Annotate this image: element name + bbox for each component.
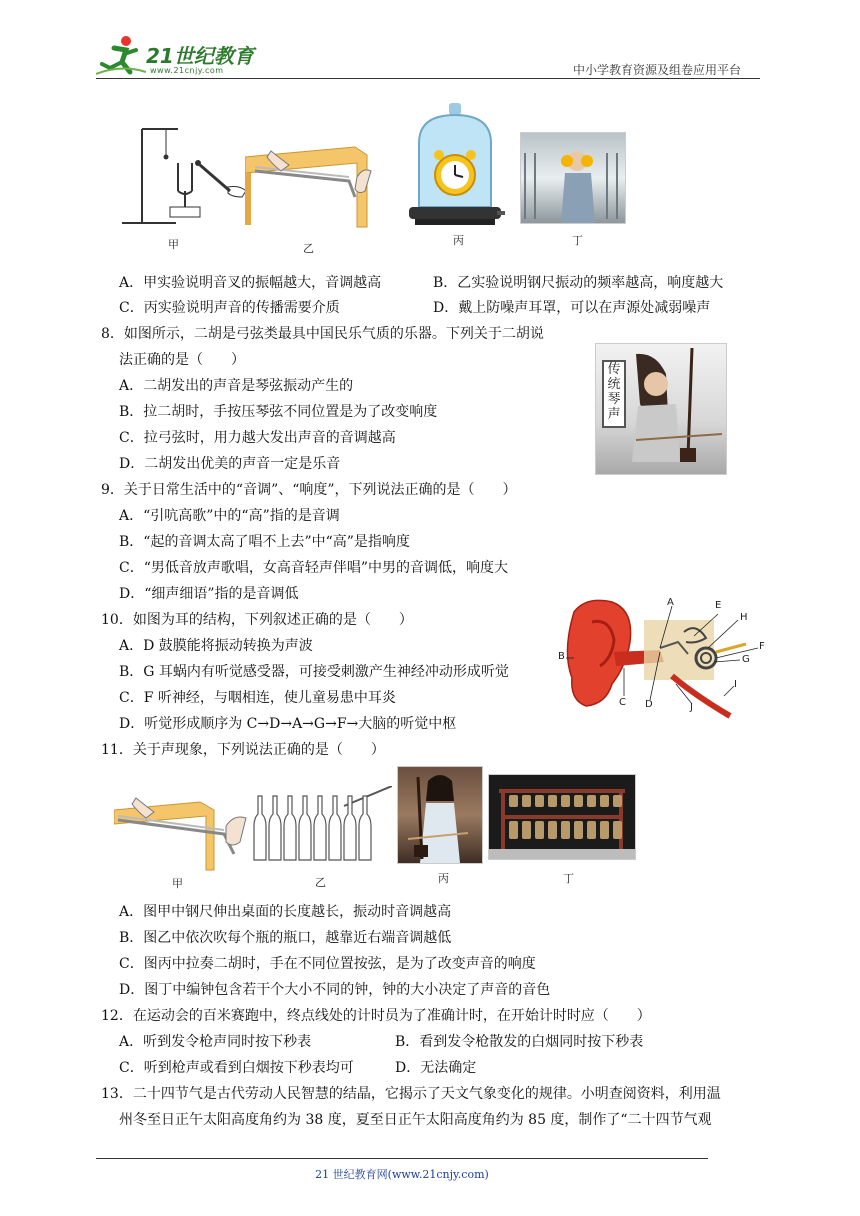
- q12-stem: 12．在运动会的百米赛跑中，终点线处的计时员为了准确计时，在开始计时时应（ ）: [101, 1008, 651, 1024]
- q9-option-c: C．“男低音放声歌唱，女高音轻声伴唱”中男的音调低，响度大: [119, 560, 509, 576]
- caption-yi: 乙: [303, 242, 314, 255]
- ear-label-e: E: [715, 600, 722, 611]
- bell-icon: [574, 821, 583, 839]
- bottle-icon: [254, 796, 266, 860]
- q8-option-c: C．拉弓弦时，用力越大发出声音的音调越高: [119, 430, 396, 446]
- ear-label-i: I: [734, 679, 737, 690]
- bell-icon: [561, 795, 570, 807]
- bell-icon: [548, 821, 557, 839]
- q8-option-d: D．二胡发出优美的声音一定是乐音: [119, 456, 341, 472]
- q9-stem: 9．关于日常生活中的“音调”、“响度”，下列说法正确的是（ ）: [101, 482, 517, 498]
- bell-icon: [522, 821, 531, 839]
- erhu-player-photo-2: [397, 766, 483, 864]
- bell-icon: [561, 821, 570, 839]
- bell-icon: [574, 795, 583, 807]
- logo-text: 21世纪教育: [146, 44, 254, 68]
- q10-option-d: D．听觉形成顺序为 C→D→A→G→F→大脑的听觉中枢: [119, 716, 457, 732]
- ear-label-c: C: [619, 697, 626, 708]
- ear-diagram: [556, 592, 770, 722]
- q8-stem-line2: 法正确的是（ ）: [119, 352, 245, 368]
- bottles-figure: [250, 786, 392, 866]
- bell-icon: [613, 795, 622, 807]
- ear-label-b: B: [558, 651, 565, 662]
- q12-option-a: A．听到发令枪声同时按下秒表: [119, 1034, 312, 1050]
- q11-option-a: A．图甲中钢尺伸出桌面的长度越长，振动时音调越高: [119, 904, 452, 920]
- bell-icon: [600, 821, 609, 839]
- q12-option-c: C．听到枪声或看到白烟按下秒表均可: [119, 1060, 354, 1076]
- earmuff-worker-photo: [520, 132, 626, 224]
- bottle-icon: [359, 796, 371, 860]
- ear-label-h: H: [740, 612, 748, 623]
- caption-jia: 甲: [168, 238, 179, 251]
- bottle-icon: [269, 796, 281, 860]
- tuning-fork-figure: [118, 125, 250, 225]
- q10-stem: 10．如图为耳的结构，下列叙述正确的是（ ）: [101, 612, 413, 628]
- bell-icon: [613, 821, 622, 839]
- bell-icon: [548, 795, 557, 807]
- bottle-icon: [284, 796, 296, 860]
- ear-label-a: A: [667, 597, 674, 608]
- bell-icon: [587, 795, 596, 807]
- q11-caption-yi: 乙: [315, 876, 326, 889]
- erhu-sign: 传统琴声: [602, 360, 626, 428]
- bottle-icon: [299, 796, 311, 860]
- caption-bing: 丙: [453, 234, 464, 247]
- q11-stem: 11．关于声现象，下列说法正确的是（ ）: [101, 742, 385, 758]
- bell-icon: [587, 821, 596, 839]
- q12-option-b: B．看到发令枪散发的白烟同时按下秒表: [395, 1034, 644, 1050]
- bianzhong-photo: [488, 774, 636, 860]
- bell-icon: [509, 821, 518, 839]
- ruler-desk-figure-2: [114, 792, 252, 872]
- q8-option-b: B．拉二胡时，手按压琴弦不同位置是为了改变响度: [119, 404, 438, 420]
- bottle-icon: [329, 796, 341, 860]
- erhu-player-icon: [596, 344, 726, 474]
- q11-option-c: C．图丙中拉奏二胡时，手在不同位置按弦，是为了改变声音的响度: [119, 956, 536, 972]
- bell-icon: [522, 795, 531, 807]
- ear-label-g: G: [742, 654, 750, 665]
- runner-logo-icon: [96, 34, 146, 76]
- header-rule: [96, 78, 760, 79]
- q9-option-a: A．“引吭高歌”中的“高”指的是音调: [119, 508, 340, 524]
- q9-option-d: D．“细声细语”指的是音调低: [119, 586, 299, 602]
- bell-icon: [600, 795, 609, 807]
- q13-stem-line1: 13．二十四节气是古代劳动人民智慧的结晶，它揭示了天文气象变化的规律。小明查阅资料，利用温: [101, 1086, 721, 1102]
- q11-caption-jia: 甲: [172, 877, 183, 890]
- q10-option-c: C．F 听神经，与咽相连，使儿童易患中耳炎: [119, 690, 396, 706]
- caption-ding: 丁: [572, 234, 583, 247]
- q11-option-b: B．图乙中依次吹每个瓶的瓶口，越靠近右端音调越低: [119, 930, 452, 946]
- bell-icon: [535, 795, 544, 807]
- ear-label-d: D: [645, 699, 653, 710]
- ear-label-j: J: [690, 702, 693, 713]
- q7-option-c: C．丙实验说明声音的传播需要介质: [119, 300, 340, 316]
- q11-option-d: D．图丁中编钟包含若干个大小不同的钟，钟的大小决定了声音的音色: [119, 982, 551, 998]
- q13-stem-line2: 州冬至日正午太阳高度角约为 38 度，夏至日正午太阳高度角约为 85 度，制作了“二十四节气观: [119, 1112, 712, 1128]
- erhu-player-photo: [595, 343, 727, 475]
- q7-option-d: D．戴上防噪声耳罩，可以在声源处减弱噪声: [433, 300, 711, 316]
- logo-url: www.21cnjy.com: [150, 66, 224, 75]
- q8-stem-line1: 8．如图所示，二胡是弓弦类最具中国民乐气质的乐器。下列关于二胡说: [101, 326, 544, 342]
- footer-text: 21 世纪教育网(www.21cnjy.com): [315, 1168, 489, 1181]
- q10-option-b: B．G 耳蜗内有听觉感受器，可接受刺激产生神经冲动形成听觉: [119, 664, 509, 680]
- q11-caption-ding: 丁: [563, 872, 574, 885]
- q11-figures: [0, 762, 860, 892]
- header: [0, 0, 860, 80]
- footer-rule: [96, 1158, 708, 1159]
- ear-label-f: F: [759, 641, 765, 652]
- q10-option-a: A．D 鼓膜能将振动转换为声波: [119, 638, 313, 654]
- q7-option-a: A．甲实验说明音叉的振幅越大，音调越高: [119, 275, 382, 291]
- ruler-desk-figure: [245, 137, 375, 232]
- q12-option-d: D．无法确定: [395, 1060, 477, 1076]
- bell-icon: [509, 795, 518, 807]
- q7-option-b: B．乙实验说明钢尺振动的频率越高，响度越大: [433, 275, 724, 291]
- platform-name: 中小学教育资源及组卷应用平台: [573, 63, 742, 77]
- q9-option-b: B．“起的音调太高了唱不上去”中“高”是指响度: [119, 534, 410, 550]
- bell-jar-figure: [405, 103, 505, 231]
- bell-icon: [535, 821, 544, 839]
- q11-caption-bing: 丙: [438, 872, 449, 885]
- bottle-icon: [314, 796, 326, 860]
- q8-option-a: A．二胡发出的声音是琴弦振动产生的: [119, 378, 354, 394]
- ear-anatomy-icon: [556, 592, 770, 722]
- q7-figures: [0, 95, 860, 255]
